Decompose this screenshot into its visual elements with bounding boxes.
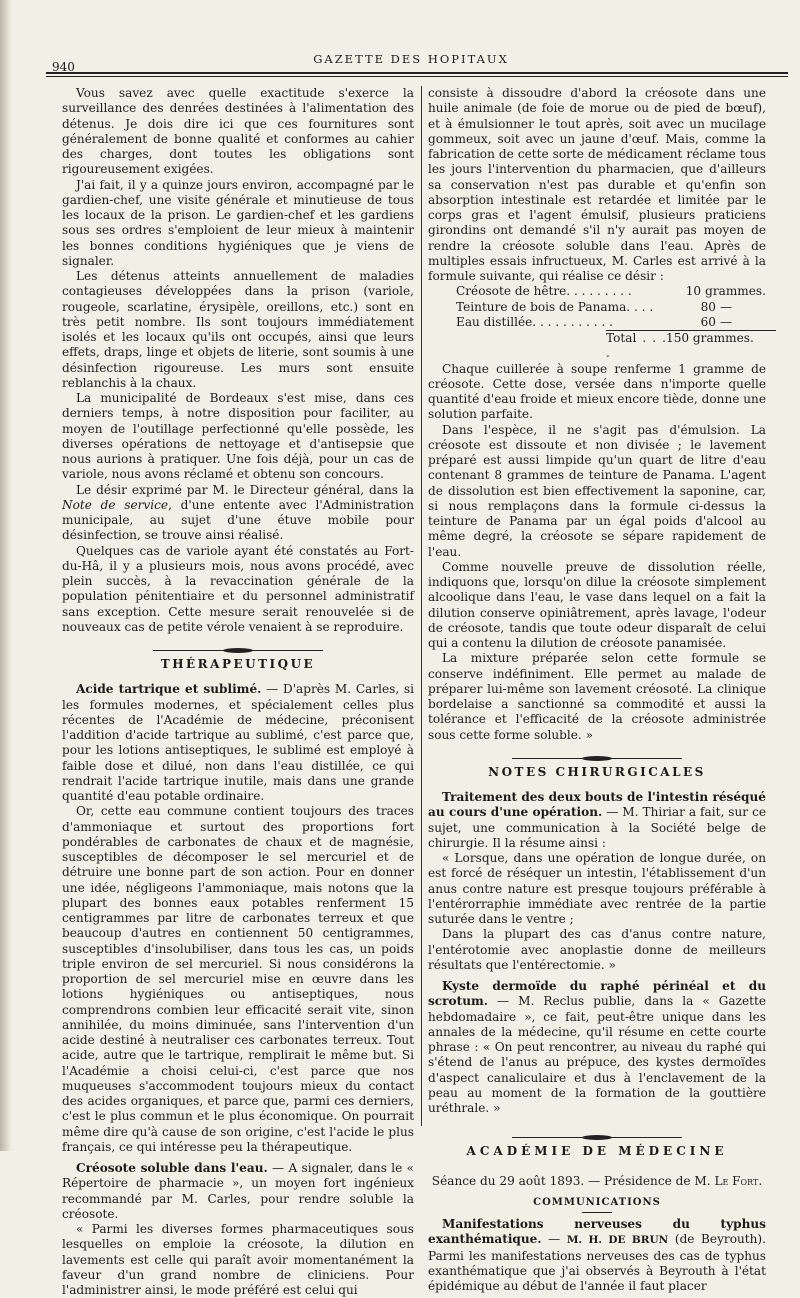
journal-title: GAZETTE DES HOPITAUX <box>313 52 509 66</box>
paragraph: J'ai fait, il y a quinze jours environ, accompagné par le gardien-chef, une visite générale et minutieuse de tous les locaux de la prison. Le gardien-chef et les gardiens sous ses ordres s'emploient de leur mieux à maintenir les bonnes conditions hygiéniques que je viens de signaler. <box>62 177 414 268</box>
short-rule <box>582 1212 612 1213</box>
formula-table <box>428 284 766 361</box>
paragraph: consiste à dissoudre d'abord la créosote dans une huile animale (de foie de morue ou de pied de bœuf), et à émulsionner le tout après, soit avec un mucilage gommeux, soit avec un jaune d'œuf. Mais, comme la fabrication de cette sorte de médicament réclame tous les jours l'intervention du pharmacien, que d'ailleurs sa conservation n'est pas durable et qu'enfin son absorption intestinale est retardée et limitée par le corps gras et l'agent émulsif, plusieurs praticiens girondins ont demandé s'il n'y aurait pas moyen de rendre la créosote soluble dans l'eau. Après de multiples essais infructueux, M. Carles est arrivé à la formule suivante, qui réalise ce désir : <box>428 86 766 283</box>
section-heading-therapeutique: THÉRAPEUTIQUE <box>160 657 316 671</box>
section-heading-academie: ACADÉMIE DE MÉDECINE <box>466 1144 728 1159</box>
paragraph: « Parmi les diverses formes pharmaceutiques sous lesquelles on emploie la créosote, la dilution en lavements est celle qui paraît avoir momentanément la faveur d'un grand nombre de cliniciens. Pour l'administrer ainsi, le mode préféré est celui qui <box>62 1222 414 1297</box>
section-heading-notes-chirurgicales: NOTES CHIRURGICALES <box>488 764 706 779</box>
paragraph: Quelques cas de variole ayant été constatés au Fort-du-Hâ, il y a plusieurs mois, nous avons procédé, avec plein succès, à la revaccination générale de la population pénitentiaire et du personnel administratif sans exception. Cette mesure serait renouvelée si de nouveaux cas de petite vérole venaient à se reproduire. <box>62 543 414 634</box>
header-rule-thin <box>46 76 788 77</box>
paragraph: Dans la plupart des cas d'anus contre nature, l'entérotomie avec anoplastie donne de meilleurs résultats que l'entérectomie. » <box>428 927 766 972</box>
section-divider <box>428 1128 766 1138</box>
paragraph: Dans l'espèce, il ne s'agit pas d'émulsion. La créosote est dissoute et non divisée ; le lavement préparé est aussi limpide qu'un quart de litre d'eau contenant 8 grammes de teinture de Panama. L'agent de dissolution est bien effectivement la saponine, car, si nous remplaçons dans la formule ci-dessus la teinture de Panama par un égal poids d'alcool au même degré, la créosote se sépare rapidement de l'eau. <box>428 422 766 559</box>
paragraph: Or, cette eau commune contient toujours des traces d'ammoniaque et surtout des proportions fort pondérables de carbonates de chaux et de magnésie, susceptibles de décomposer le sel mercuriel et de détruire une bonne part de son action. Pour en donner une idée, négligeons l'ammoniaque, mais notons que la plupart des bonnes eaux potables renferment 15 centigrammes par litre de carbonates terreux et que beaucoup d'autres en contiennent 50 centigrammes, susceptibles d'insolubiliser, dans tous les cas, un poids triple environ de sel mercuriel. Si nous considérons la proportion de sel mercuriel mise en œuvre dans les lotions hygiéniques ou antiseptiques, nous comprendrons combien leur efficacité serait vite, sinon annihilée, du moins diminuée, sans l'intervention d'un acide destiné à neutraliser ces carbonates terreux. Tout acide, autre que le tartrique, remplirait le même but. Si l'Académie a choisi celui-ci, c'est parce que nos muqueuses s'accommodent toujours mieux du contact des acides organiques, et parce que, parmi ces derniers, c'est le plus commun et le plus économique. On pourrait même dire qu'à cause de son origine, c'est l'acide le plus français, ce qui intéresse peu la thérapeutique. <box>62 804 414 1154</box>
paragraph: Comme nouvelle preuve de dissolution réelle, indiquons que, lorsqu'on dilue la créosote simplement alcoolique dans l'eau, le vase dans lequel on a fait la dilution conserve opiniâtrement, après lavage, l'odeur de créosote, tandis que toute odeur disparaît de celui qui a contenu la dilution de créosote panamisée. <box>428 559 766 650</box>
article: Kyste dermoïde du raphé périnéal et du scrotum. — M. Reclus publie, dans la « Gazette hebdomadaire », ce fait, peut-être unique dans les annales de la médecine, qu'il résume en cette courte phrase : « On peut rencontrer, au niveau du raphé qui s'étend de l'anus au prépuce, des kystes dermoïdes d'aspect canaliculaire et dus à l'enclavement de la peau au moment de la formation de la gouttière uréthrale. » <box>428 979 766 1115</box>
formula-row: Eau distillée. . . . . . . . . . . 60 — <box>456 314 733 329</box>
article: Traitement des deux bouts de l'intestin réséqué au cours d'une opération. — M. Thiriar a fait, sur ce sujet, une communication à la Société belge de chirurgie. Il la résume ainsi : <box>428 790 766 850</box>
paragraph: « Lorsque, dans une opération de longue durée, on est forcé de réséquer un intestin, l'établissement d'un anus contre nature est presque toujours préférable à l'entérorraphie immédiate avec rentrée de la partie suturée dans le ventre ; <box>428 851 766 926</box>
paragraph: Le désir exprimé par M. le Directeur général, dans la Note de service, d'une entente avec l'Administration municipale, au sujet d'une étuve mobile pour désinfection, se trouve ainsi réalisé. <box>62 482 415 543</box>
header-rule-thick <box>46 72 788 74</box>
formula-row: Créosote de hêtre. . . . . . . . . 10 grammes. <box>456 284 766 299</box>
president-name: Le Fort <box>714 1173 759 1188</box>
right-column <box>428 86 766 1294</box>
article-title: Manifestations nerveuses du typhus exanthématique. <box>428 1217 766 1247</box>
paragraph: Chaque cuillerée à soupe renferme 1 gramme de créosote. Cette dose, versée dans n'importe quelle quantité d'eau froide et mieux encore tiède, donne une solution parfaite. <box>428 361 766 422</box>
italic-term: Note de service <box>62 497 169 512</box>
session-line: Séance du 29 août 1893. — Présidence de M. Le Fort. <box>431 1173 763 1188</box>
author-name: M. H. DE BRUN <box>566 1234 669 1247</box>
article: Acide tartrique et sublimé. — D'après M. Carles, si les formules modernes, et spécialement celles plus récentes de l'Académie de médecine, préconisent l'addition d'acide tartrique au sublimé, c'est parce que, pour les lotions antiseptiques, le sublimé est employé à faible dose et dilué, non dans l'eau distillée, ce qui rendrait l'acide tartrique inutile, mais dans une grande quantité d'eau potable ordinaire. <box>62 682 415 803</box>
paragraph: La mixture préparée selon cette formule se conserve indéfiniment. Elle permet au malade de préparer lui-même son lavement créosoté. La clinique bordelaise a sanctionné sa commodité et aussi la tolérance et l'efficacité de la créosote administrée sous cette forme soluble. » <box>428 651 766 742</box>
article-title: Acide tartrique et sublimé. <box>76 682 262 697</box>
article: Manifestations nerveuses du typhus exanthématique. — M. H. DE BRUN (de Beyrouth). Parmi les manifestations nerveuses des cas de typhus exanthématique que j'ai observés à Beyrouth à l'état épidémique au début de l'année il faut placer <box>428 1217 766 1293</box>
article-title: Traitement des deux bouts de l'intestin réséqué au cours d'une opération. <box>428 790 766 820</box>
left-column <box>62 86 414 1298</box>
paragraph: Vous savez avec quelle exactitude s'exerce la surveillance des denrées destinées à l'alimentation des détenus. Je dois dire ici que ces fournitures sont généralement de bonne qualité et conformes au cahier des charges, dont toutes les obligations sont rigoureusement exigées. <box>62 86 414 177</box>
column-separator <box>421 86 422 1126</box>
section-divider <box>62 641 414 651</box>
paragraph: Les détenus atteints annuellement de maladies contagieuses développées dans la prison (variole, rougeole, scarlatine, érysipèle, oreillons, etc.) sont en très petit nombre. Ils sont toujours immédiatement isolés et les locaux qu'ils ont occupés, ainsi que leurs effets, draps, linge et objets de literie, sont soumis à une désinfection rigoureuse. Les murs sont ensuite reblanchis à la chaux. <box>62 269 414 390</box>
subsection-heading: COMMUNICATIONS <box>533 1196 661 1208</box>
section-divider <box>428 749 766 759</box>
formula-total: Total . . . . 150 grammes. <box>606 331 754 361</box>
page-header <box>52 52 770 74</box>
article-title: Kyste dermoïde du raphé périnéal et du scrotum. <box>428 979 766 1009</box>
article-title: Créosote soluble dans l'eau. <box>76 1161 268 1175</box>
paragraph: La municipalité de Bordeaux s'est mise, dans ces derniers temps, à notre disposition pour faciliter, au moyen de l'outillage perfectionné qu'elle possède, les diverses opérations de nettoyage et d'antisepsie que nous aurions à pratiquer. Une fois déjà, pour un cas de variole, nous avons réclamé et obtenu son concours. <box>62 391 414 482</box>
formula-row: Teinture de bois de Panama. . . . 80 — <box>456 299 733 314</box>
page-number: 940 <box>52 60 75 74</box>
page-edge-shadow <box>0 0 12 1151</box>
article: Créosote soluble dans l'eau. — A signaler, dans le « Répertoire de pharmacie », un moyen fort ingénieux recommandé par M. Carles, pour rendre soluble la créosote. <box>62 1161 414 1221</box>
